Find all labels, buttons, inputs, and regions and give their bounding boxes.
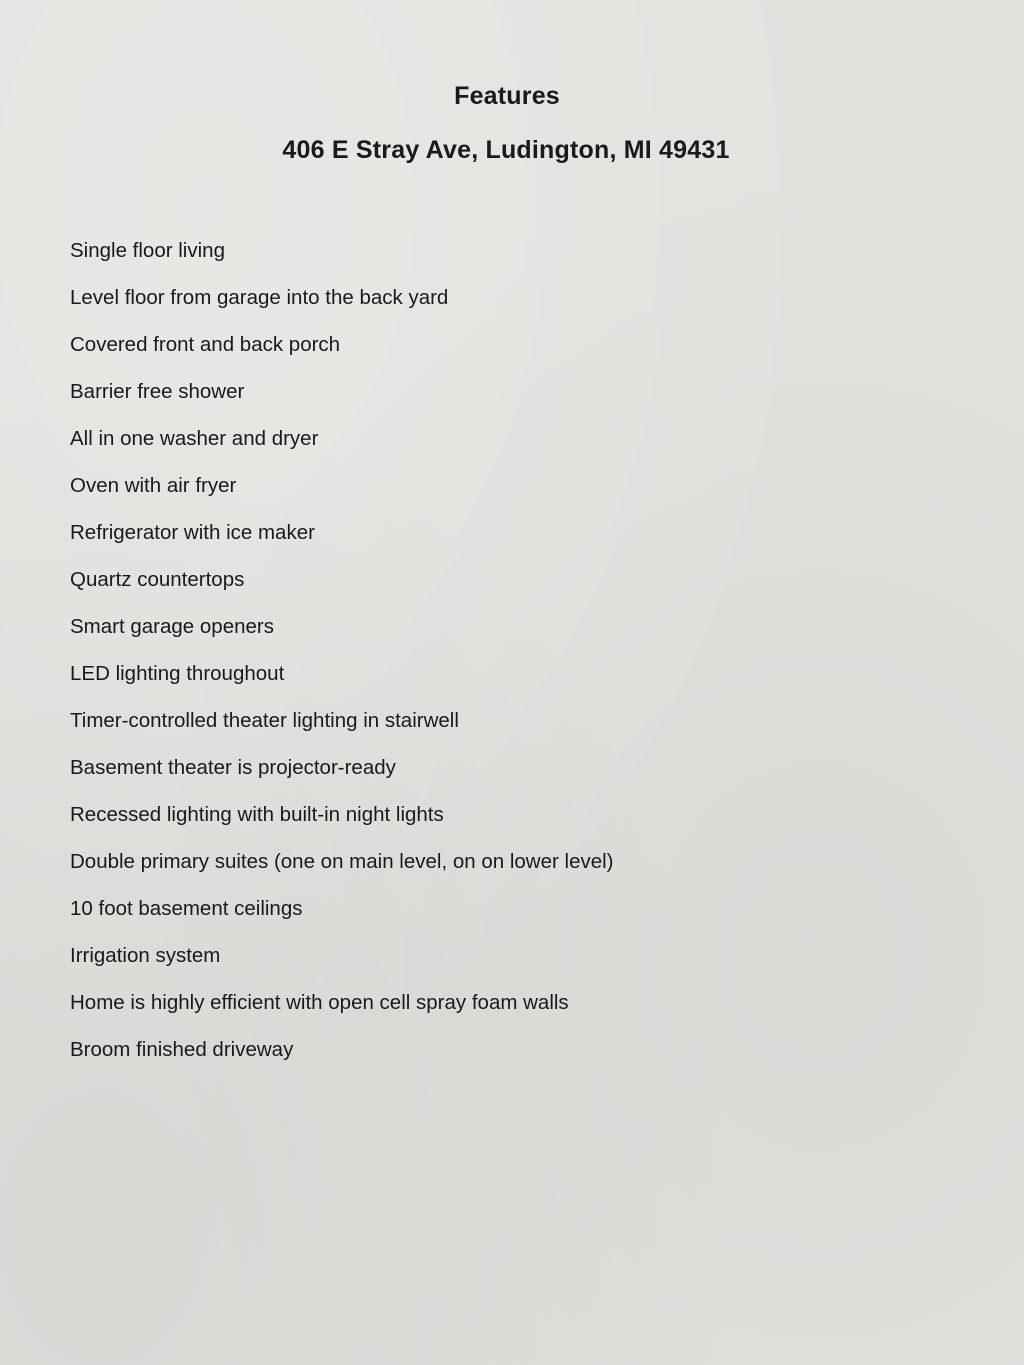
- features-list: [70, 236, 614, 1082]
- feature-item: Level floor from garage into the back yard: [70, 286, 449, 309]
- feature-item: Broom finished driveway: [70, 1038, 294, 1061]
- feature-item: Home is highly efficient with open cell spray foam walls: [70, 991, 569, 1014]
- feature-item: Oven with air fryer: [70, 474, 237, 497]
- property-address: 406 E Stray Ave, Ludington, MI 49431: [282, 136, 730, 164]
- feature-item: Smart garage openers: [70, 615, 274, 638]
- document-title: Features: [454, 82, 560, 110]
- feature-item: Barrier free shower: [70, 380, 245, 403]
- feature-item: Recessed lighting with built-in night lights: [70, 803, 444, 826]
- feature-item: Refrigerator with ice maker: [70, 521, 315, 544]
- feature-item: LED lighting throughout: [70, 662, 285, 685]
- feature-item: 10 foot basement ceilings: [70, 897, 303, 920]
- feature-item: Double primary suites (one on main level, on on lower level): [70, 850, 614, 873]
- feature-item: Basement theater is projector-ready: [70, 756, 396, 779]
- feature-item: Single floor living: [70, 239, 225, 262]
- feature-item: Covered front and back porch: [70, 333, 341, 356]
- feature-item: All in one washer and dryer: [70, 427, 319, 450]
- feature-item: Timer-controlled theater lighting in stairwell: [70, 709, 459, 732]
- feature-item: Irrigation system: [70, 944, 221, 967]
- feature-item: Quartz countertops: [70, 568, 245, 591]
